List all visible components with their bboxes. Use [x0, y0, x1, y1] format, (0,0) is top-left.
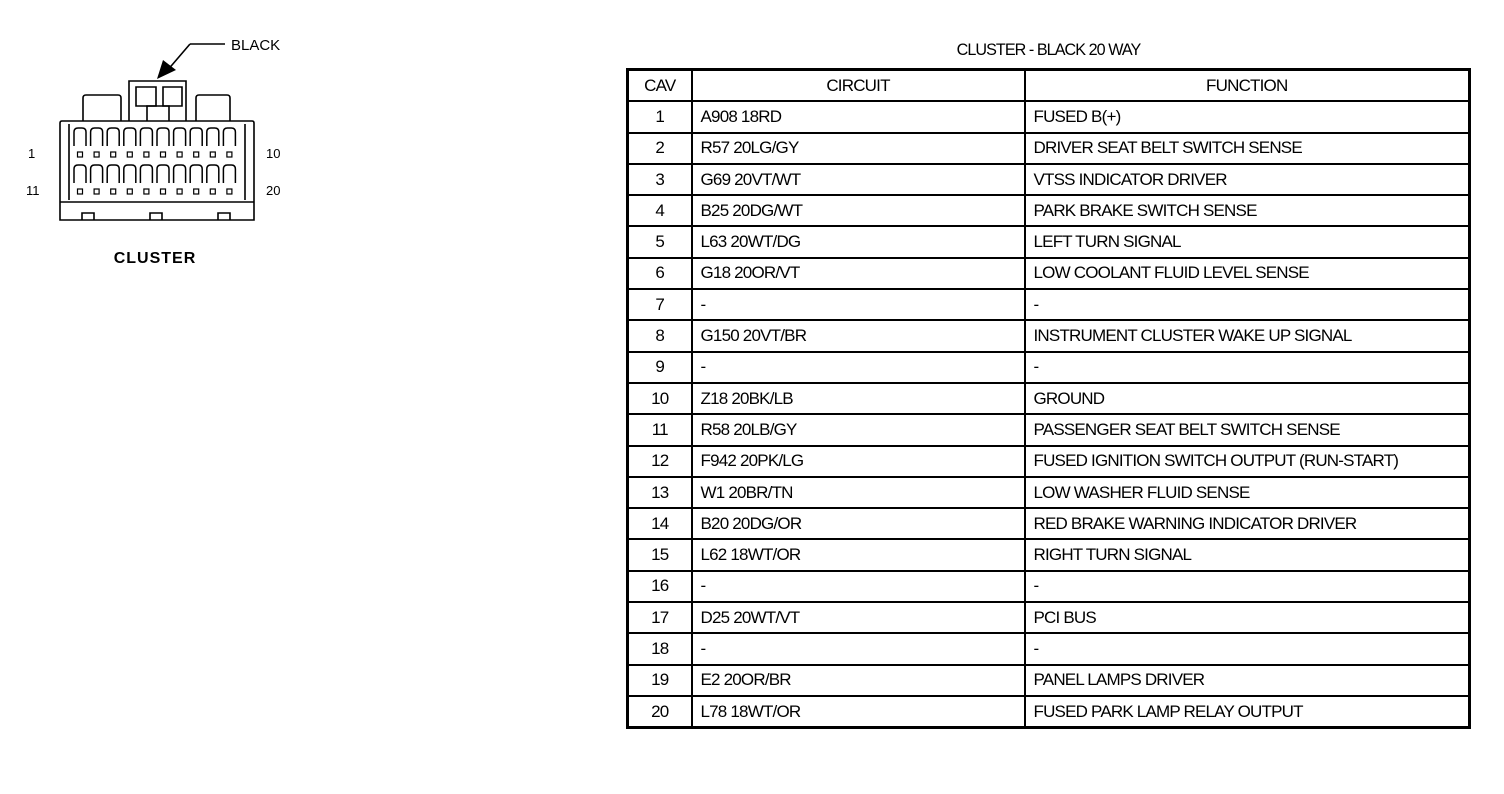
table-row	[628, 226, 1470, 257]
cell-cav: 7	[628, 289, 692, 320]
pin-cavity	[91, 165, 103, 183]
callout-arrow	[166, 44, 225, 72]
table-row	[628, 195, 1470, 226]
cell-cav: 18	[628, 633, 692, 664]
cell-function: -	[1025, 633, 1470, 664]
cell-function: GROUND	[1025, 383, 1470, 414]
cell-function: RIGHT TURN SIGNAL	[1025, 539, 1470, 570]
cell-circuit: G18 20OR/VT	[692, 258, 1025, 289]
pin-terminal	[94, 189, 99, 194]
pin-terminal	[177, 189, 182, 194]
connector-diagram	[0, 0, 320, 290]
table-row	[628, 320, 1470, 351]
cell-circuit: -	[692, 633, 1025, 664]
cell-cav: 8	[628, 320, 692, 351]
pin-terminal	[111, 189, 116, 194]
pin-terminal	[94, 152, 99, 157]
cell-circuit: G69 20VT/WT	[692, 164, 1025, 195]
cell-function: PCI BUS	[1025, 602, 1470, 633]
cell-function: LOW COOLANT FLUID LEVEL SENSE	[1025, 258, 1470, 289]
cell-function: DRIVER SEAT BELT SWITCH SENSE	[1025, 133, 1470, 164]
table-row	[628, 571, 1470, 602]
cell-circuit: -	[692, 289, 1025, 320]
pinout-table	[626, 68, 1471, 729]
cell-circuit: A908 18RD	[692, 101, 1025, 132]
cell-cav: 12	[628, 446, 692, 477]
cell-cav: 2	[628, 133, 692, 164]
pin-cavity	[124, 165, 136, 183]
pin-terminal	[227, 189, 232, 194]
table-row	[628, 477, 1470, 508]
header-function: FUNCTION	[1025, 70, 1470, 102]
pin-cavity	[190, 165, 202, 183]
pin-cavity	[74, 165, 86, 183]
pin-cavity	[124, 128, 136, 146]
table-row	[628, 289, 1470, 320]
pin-cavity	[107, 128, 119, 146]
cell-circuit: D25 20WT/VT	[692, 602, 1025, 633]
table-title: CLUSTER - BLACK 20 WAY	[956, 40, 1141, 59]
table-row	[628, 539, 1470, 570]
pin-terminal	[210, 152, 215, 157]
cell-function: -	[1025, 352, 1470, 383]
cell-circuit: R57 20LG/GY	[692, 133, 1025, 164]
cell-circuit: -	[692, 352, 1025, 383]
cell-circuit: E2 20OR/BR	[692, 665, 1025, 696]
cell-cav: 16	[628, 571, 692, 602]
cell-cav: 14	[628, 508, 692, 539]
table-row	[628, 258, 1470, 289]
cell-cav: 20	[628, 696, 692, 728]
pin-cavity	[207, 165, 219, 183]
cell-circuit: L78 18WT/OR	[692, 696, 1025, 728]
pin-terminal	[227, 152, 232, 157]
pin-terminal	[177, 152, 182, 157]
cell-function: VTSS INDICATOR DRIVER	[1025, 164, 1470, 195]
cell-circuit: L63 20WT/DG	[692, 226, 1025, 257]
table-row	[628, 696, 1470, 728]
connector-color-label: BLACK	[231, 37, 281, 54]
cell-cav: 9	[628, 352, 692, 383]
pin-terminal	[144, 189, 149, 194]
cell-cav: 17	[628, 602, 692, 633]
pin-terminal	[78, 189, 83, 194]
pin-terminal	[161, 189, 166, 194]
cell-circuit: L62 18WT/OR	[692, 539, 1025, 570]
pin-terminal	[127, 152, 132, 157]
cell-function: -	[1025, 571, 1470, 602]
pin-cavity	[157, 165, 169, 183]
pin-cavity	[157, 128, 169, 146]
pin-label-20: 20	[266, 183, 281, 198]
pin-cavity	[190, 128, 202, 146]
pin-label-11: 11	[26, 183, 40, 198]
pin-terminal	[127, 189, 132, 194]
pin-cavity	[74, 128, 86, 146]
cell-circuit: B25 20DG/WT	[692, 195, 1025, 226]
pin-terminal	[194, 152, 199, 157]
pin-label-10: 10	[266, 146, 281, 161]
pin-terminal	[111, 152, 116, 157]
header-cav: CAV	[628, 70, 692, 102]
pin-terminal	[78, 152, 83, 157]
cell-function: PASSENGER SEAT BELT SWITCH SENSE	[1025, 414, 1470, 445]
table-row	[628, 633, 1470, 664]
cell-circuit: F942 20PK/LG	[692, 446, 1025, 477]
cell-function: LOW WASHER FLUID SENSE	[1025, 477, 1470, 508]
cell-cav: 10	[628, 383, 692, 414]
table-row	[628, 133, 1470, 164]
connector-name: CLUSTER	[113, 250, 197, 267]
pin-cavity	[207, 128, 219, 146]
cell-function: FUSED B(+)	[1025, 101, 1470, 132]
pin-terminal	[194, 189, 199, 194]
cell-cav: 4	[628, 195, 692, 226]
cell-cav: 19	[628, 665, 692, 696]
cell-cav: 3	[628, 164, 692, 195]
pin-cavities	[74, 128, 235, 194]
pin-label-1: 1	[28, 146, 36, 161]
cell-circuit: G150 20VT/BR	[692, 320, 1025, 351]
cell-cav: 5	[628, 226, 692, 257]
table-row	[628, 446, 1470, 477]
table-row	[628, 602, 1470, 633]
cell-cav: 11	[628, 414, 692, 445]
pin-cavity	[140, 165, 152, 183]
cell-circuit: B20 20DG/OR	[692, 508, 1025, 539]
cell-circuit: R58 20LB/GY	[692, 414, 1025, 445]
pin-cavity	[223, 165, 235, 183]
header-circuit: CIRCUIT	[692, 70, 1025, 102]
pin-cavity	[223, 128, 235, 146]
pin-cavity	[140, 128, 152, 146]
table-row	[628, 665, 1470, 696]
cell-function: INSTRUMENT CLUSTER WAKE UP SIGNAL	[1025, 320, 1470, 351]
cell-cav: 1	[628, 101, 692, 132]
cell-function: FUSED PARK LAMP RELAY OUTPUT	[1025, 696, 1470, 728]
table-row	[628, 164, 1470, 195]
pin-cavity	[174, 128, 186, 146]
connector-body	[60, 81, 254, 220]
table-row	[628, 383, 1470, 414]
cell-function: PARK BRAKE SWITCH SENSE	[1025, 195, 1470, 226]
cell-function: LEFT TURN SIGNAL	[1025, 226, 1470, 257]
table-row	[628, 101, 1470, 132]
pin-terminal	[161, 152, 166, 157]
cell-cav: 6	[628, 258, 692, 289]
cell-cav: 13	[628, 477, 692, 508]
cell-circuit: -	[692, 571, 1025, 602]
pin-terminal	[210, 189, 215, 194]
cell-function: FUSED IGNITION SWITCH OUTPUT (RUN-START)	[1025, 446, 1470, 477]
cell-cav: 15	[628, 539, 692, 570]
pin-cavity	[174, 165, 186, 183]
pin-terminal	[144, 152, 149, 157]
table-row	[628, 508, 1470, 539]
pin-cavity	[107, 165, 119, 183]
cell-circuit: W1 20BR/TN	[692, 477, 1025, 508]
table-row	[628, 414, 1470, 445]
cell-function: -	[1025, 289, 1470, 320]
cell-function: RED BRAKE WARNING INDICATOR DRIVER	[1025, 508, 1470, 539]
table-header-row	[628, 70, 1470, 102]
cell-function: PANEL LAMPS DRIVER	[1025, 665, 1470, 696]
pin-cavity	[91, 128, 103, 146]
cell-circuit: Z18 20BK/LB	[692, 383, 1025, 414]
table-row	[628, 352, 1470, 383]
